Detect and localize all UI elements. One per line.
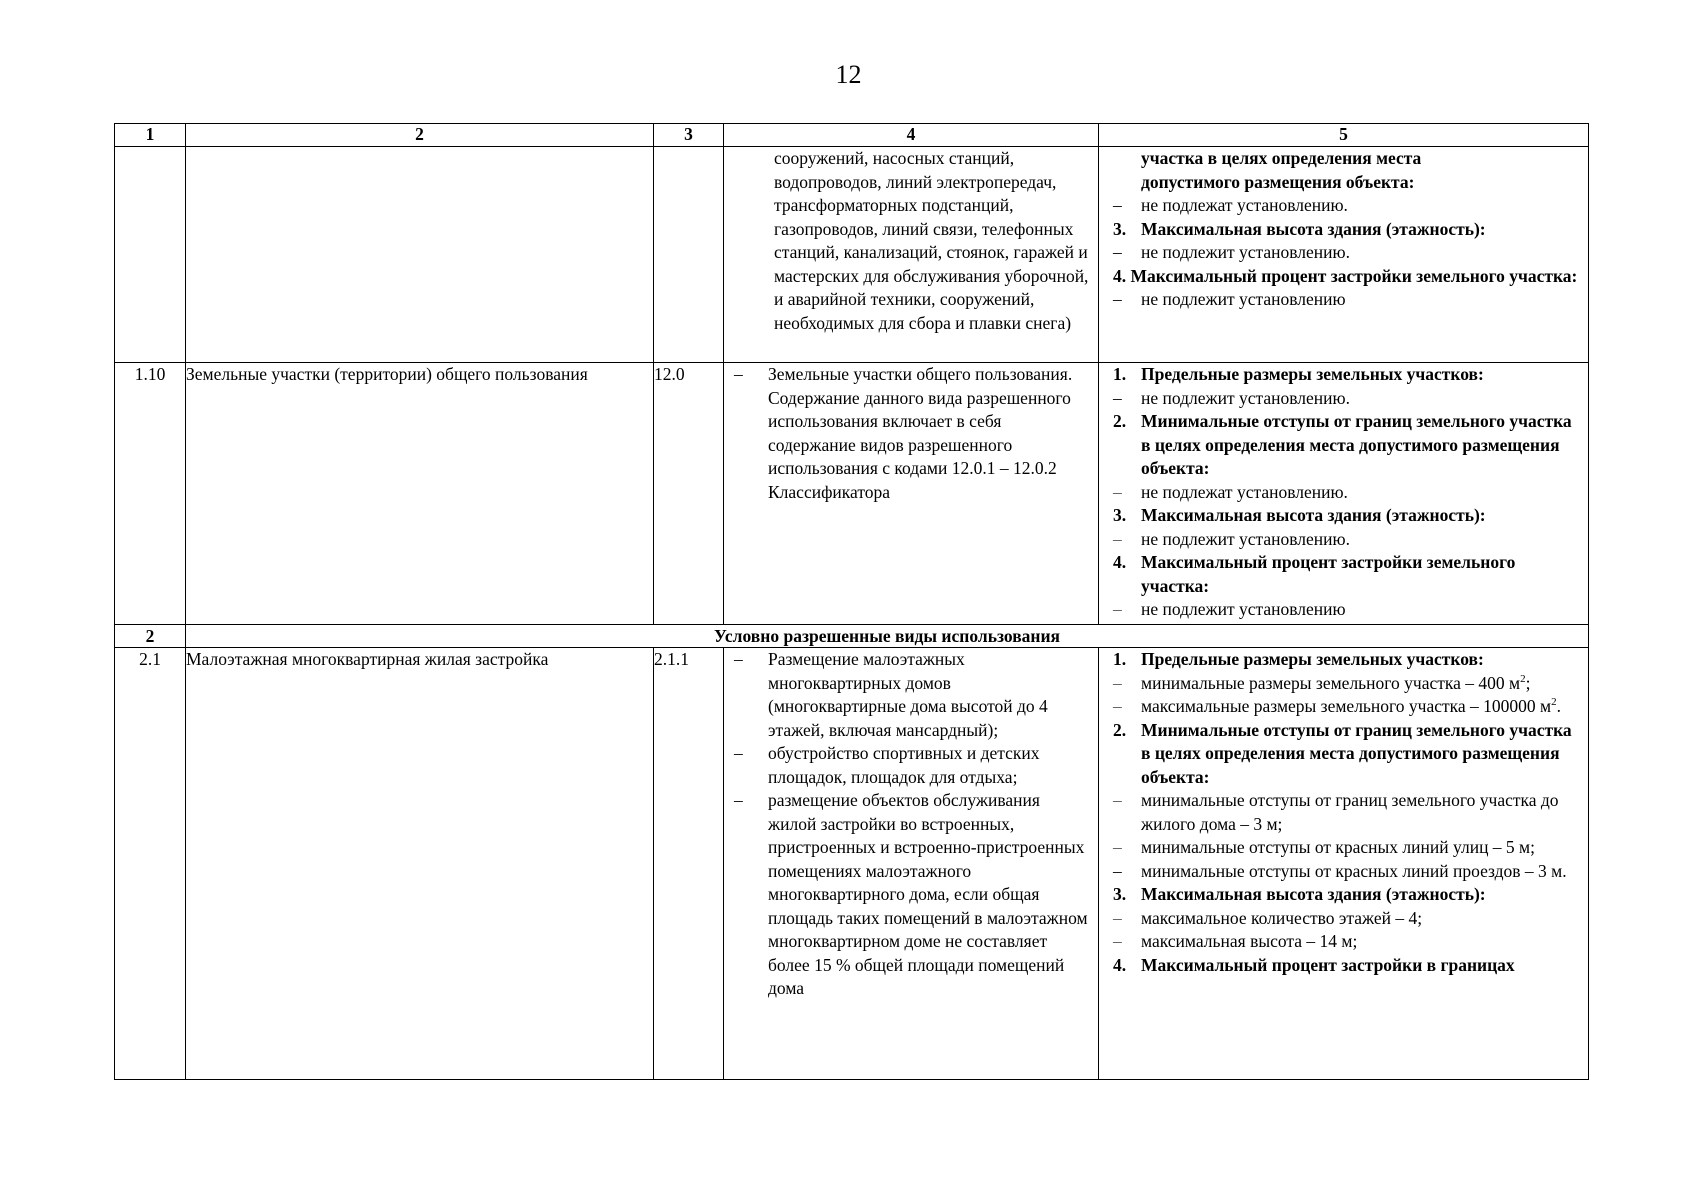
list-item: – не подлежит установлению [1113,599,1346,619]
parameters-list [1099,363,1588,622]
section-title: Условно разрешенные виды использования [186,625,1589,648]
list-item: – не подлежит установлению [1113,289,1346,309]
column-header: 2 [186,124,654,147]
list-item: 4. Максимальный процент застройки земельного участка: [1113,265,1578,286]
parameters-list: участка в целях определения места допустимого размещения объекта: – не подлежат установлению. 3. Максимальная высота здания (этажность): – не подлежит установлению. 4. Максимальный процент застройки земельного участка: – не подлежит установлению [1099,147,1588,312]
list-item: 2. Минимальные отступы от границ земельного участка в целях определения места допустимого размещения объекта: [1113,411,1572,478]
use-code: 2.1.1 [654,648,724,1080]
regulations-table [114,123,1589,1080]
list-item: – минимальные размеры земельного участка – 400 $м^2$; [1113,672,1531,693]
section-row [115,625,1589,648]
use-type-name: Земельные участки (территории) общего пользования [186,363,654,625]
list-item: – Земельные участки общего пользования. Содержание данного вида разрешенного использования включает в себя содержание видов разрешенного использования с кодами 12.0.1 – 12.0.2 Классификатора [734,364,1073,502]
permitted-use-description [724,648,1098,1001]
list-item: – не подлежит установлению. [1113,387,1350,408]
column-header: 1 [115,124,186,147]
use-type-name: Малоэтажная многоквартирная жилая застройка [186,648,654,1080]
list-item: – максимальная высота – 14 м; [1113,931,1358,951]
permitted-use-description [724,147,1098,335]
section-number: 2 [115,625,186,648]
column-header: 4 [724,124,1099,147]
list-item: – минимальные отступы от красных линий проездов – 3 м. [1113,860,1567,881]
list-item: сооружений, насосных станций, водопроводов, линий электропередач, трансформаторных подстанций, газопроводов, линий связи, телефонных станций, канализаций, стоянок, гаражей и мастерских для обслуживания уборочной, и аварийной техники, сооружений, необходимых для сбора и плавки снега) [774,148,1089,333]
permitted-use-description [724,363,1098,504]
list-item: – максимальное количество этажей – 4; [1113,907,1423,928]
table-row [115,147,1589,363]
column-header: 3 [654,124,724,147]
list-item: 2. Минимальные отступы от границ земельного участка в целях определения места допустимого размещения объекта: [1113,719,1572,787]
list-item: – не подлежит установлению. [1113,528,1350,549]
row-number: 1.10 [115,363,186,625]
list-item: – Размещение малоэтажных многоквартирных домов (многоквартирные дома высотой до 4 этажей, включая мансардный); [734,649,1048,740]
list-item: – размещение объектов обслуживания жилой застройки во встроенных, пристроенных и встроенно-пристроенных помещениях малоэтажного многоквартирного дома, если общая площадь таких помещений в малоэтажном многоквартирном доме не составляет более 15 % общей площади помещений дома [734,790,1088,998]
table-header-row [115,124,1589,147]
list-item: – минимальные отступы от границ земельного участка до жилого дома – 3 м; [1113,790,1559,834]
table-row [115,648,1589,1080]
list-item: 3. Максимальная высота здания (этажность): [1113,505,1486,525]
list-item: 1. Предельные размеры земельных участков: [1113,649,1484,669]
row-number: 2.1 [115,648,186,1080]
list-item: – не подлежит установлению. [1113,242,1350,262]
list-item: 3. Максимальная высота здания (этажность): [1113,884,1486,904]
list-item: 1. Предельные размеры земельных участков: [1113,364,1484,384]
list-item: 4. Максимальный процент застройки земельного участка: [1113,552,1516,596]
list-item: 4. Максимальный процент застройки в границах [1113,954,1515,975]
list-item: – обустройство спортивных и детских площадок, площадок для отдыха; [734,743,1040,787]
list-item: – минимальные отступы от красных линий улиц – 5 м; [1113,837,1535,857]
list-item: 3. Максимальная высота здания (этажность): [1113,218,1486,239]
page-number: 12 [835,60,862,89]
column-header: 5 [1099,124,1589,147]
list-item: – не подлежат установлению. [1113,481,1348,502]
list-item: – не подлежат установлению. [1113,195,1348,215]
list-item: – максимальные размеры земельного участка – 100000 $м^2$. [1113,696,1561,716]
use-code: 12.0 [654,363,724,625]
table-row [115,363,1589,625]
parameters-list [1099,648,1588,977]
